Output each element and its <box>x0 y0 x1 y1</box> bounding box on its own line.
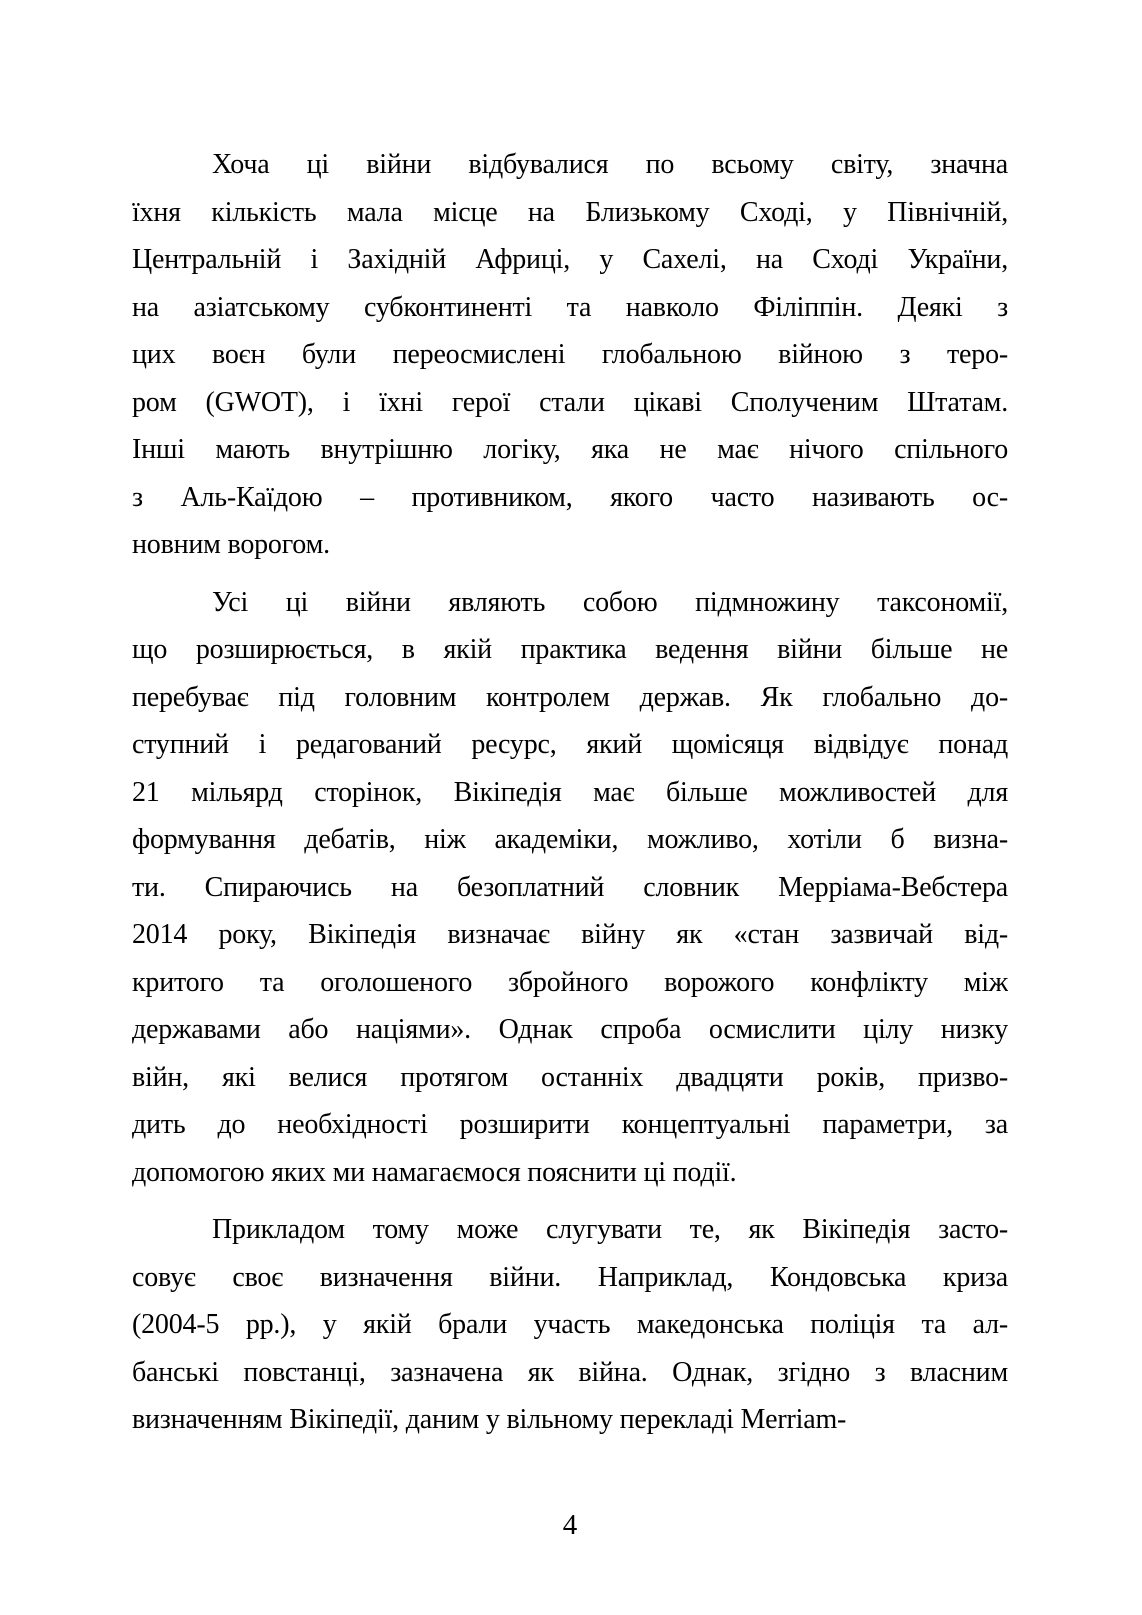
text-line: критого та оголошеного збройного ворожого конфлікту між <box>132 966 1008 998</box>
paragraph <box>132 141 1008 569</box>
text-line: їхня кількість мала місце на Близькому Сході, у Північній, <box>132 196 1008 228</box>
text-line: новним ворогом. <box>132 529 330 560</box>
text-line: (2004-5 рр.), у якій брали участь македонська поліція та ал- <box>132 1309 1008 1340</box>
text-line: з Аль-Каїдою – противником, якого часто називають ос- <box>132 481 1008 513</box>
text-line: Хоча ці війни відбувалися по всьому світу, значна <box>212 149 1008 180</box>
text-line: що розширюється, в якій практика ведення війни більше не <box>132 634 1008 665</box>
paragraph <box>132 1206 1008 1444</box>
text-line: Інші мають внутрішню логіку, яка не має нічого спільного <box>132 434 1008 465</box>
text-line: ром (GWOT), і їхні герої стали цікаві Сполученим Штатам. <box>132 386 1008 418</box>
text-line: 21 мільярд сторінок, Вікіпедія має більше можливостей для <box>132 776 1008 808</box>
text-line: банські повстанці, зазначена як війна. Однак, згідно з власним <box>132 1356 1008 1388</box>
text-block <box>132 141 1008 1444</box>
text-line: перебуває під головним контролем держав. Як глобально до- <box>132 681 1008 713</box>
text-line: цих воєн були переосмислені глобальною війною з теро- <box>132 339 1008 370</box>
text-line: визначенням Вікіпедії, даним у вільному перекладі Merriam- <box>132 1404 847 1435</box>
text-line: 2014 року, Вікіпедія визначає війну як «стан зазвичай від- <box>132 919 1008 950</box>
text-line: Прикладом тому може слугувати те, як Вікіпедія засто- <box>212 1214 1008 1245</box>
text-line: ти. Спираючись на безоплатний словник Мерріама-Вебстера <box>132 871 1008 903</box>
text-line: на азіатському субконтиненті та навколо Філіппін. Деякі з <box>132 291 1008 323</box>
text-line: совує своє визначення війни. Наприклад, Кондовська криза <box>132 1261 1008 1293</box>
text-line: Центральній і Західній Африці, у Сахелі, на Сході України, <box>132 244 1008 275</box>
text-line: формування дебатів, ніж академіки, можливо, хотіли б визна- <box>132 824 1008 855</box>
page-number: 4 <box>562 1509 578 1541</box>
paragraph <box>132 579 1008 1197</box>
text-line: ступний і редагований ресурс, який щомісяця відвідує понад <box>132 729 1008 760</box>
text-line: Усі ці війни являють собою підмножину таксономії, <box>212 586 1008 618</box>
text-line: допомогою яких ми намагаємося пояснити ці події. <box>132 1156 737 1188</box>
text-line: дить до необхідності розширити концептуальні параметри, за <box>132 1109 1008 1140</box>
text-line: війн, які велися протягом останніх двадцяти років, призво- <box>132 1061 1008 1093</box>
text-line: державами або націями». Однак спроба осмислити цілу низку <box>132 1014 1008 1045</box>
